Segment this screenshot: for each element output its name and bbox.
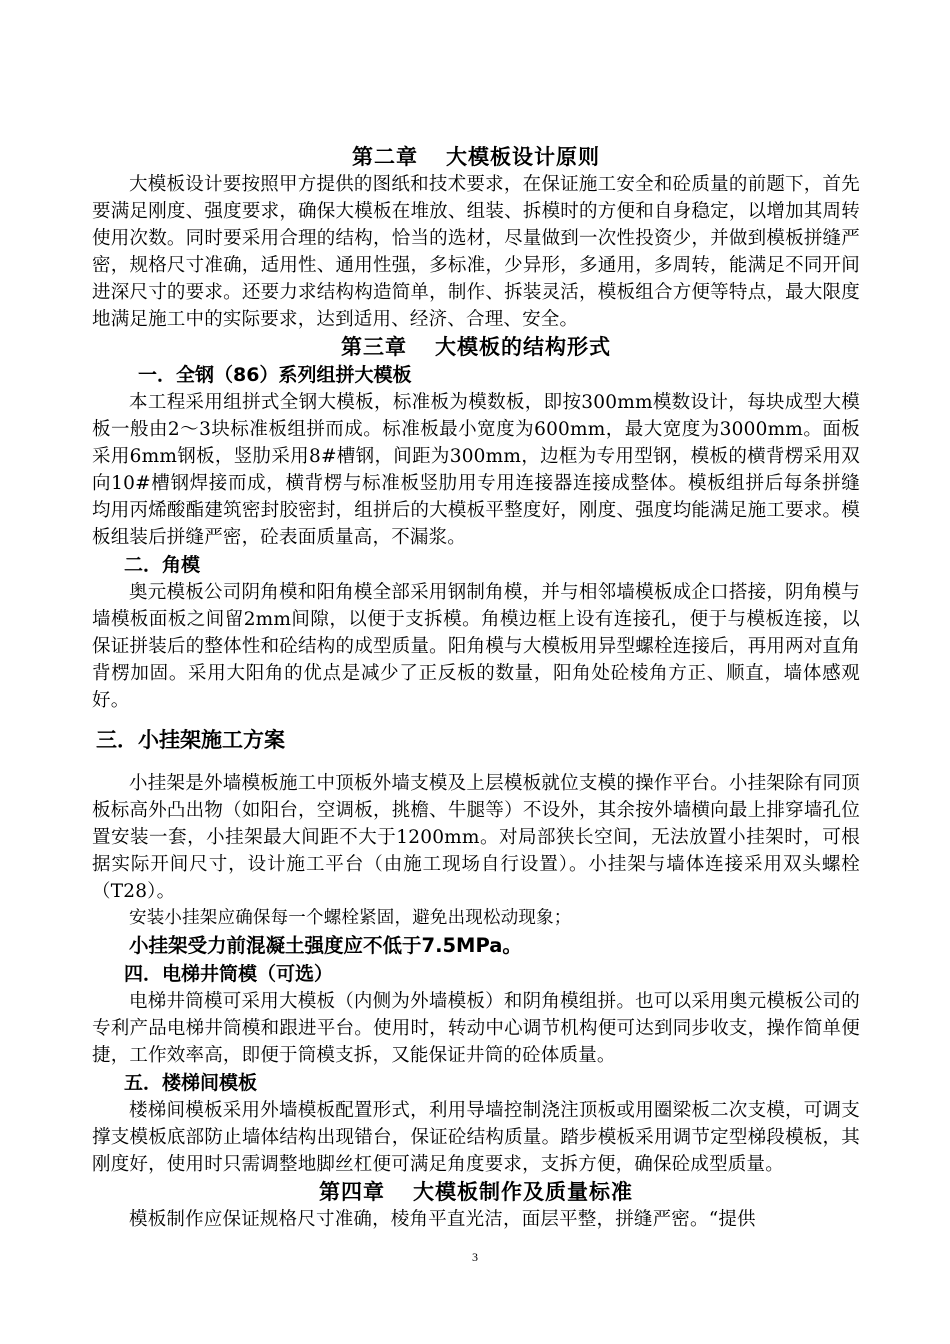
paragraph: 大模板设计要按照甲方提供的图纸和技术要求，在保证施工安全和砼质量的前题下，首先要满足刚度、强度要求，确保大模板在堆放、组装、拆模时的方便和自身稳定，以增加其周转使用次数。同时要采用合理的结构，恰当的选材，尽量做到一次性投资少，并做到模板拼缝严密，规格尺寸准确，适用性、通用性强，多标准，少异形，多通用，多周转，能满足不同开间进深尺寸的要求。还要力求结构构造简单，制作、拆装灵活，模板组合方便等特点，最大限度地满足施工中的实际要求，达到适用、经济、合理、安全。 <box>92 174 860 330</box>
section-heading: 二．角模 <box>124 554 201 576</box>
section-heading: 一．全钢（86）系列组拼大模板 <box>138 364 412 386</box>
paragraph: 小挂架是外墙模板施工中顶板外墙支模及上层模板就位支模的操作平台。小挂架除有同顶板标高外凸出物（如阳台，空调板，挑檐、牛腿等）不设外，其余按外墙横向最上排穿墙孔位置安装一套，小挂架最大间距不大于1200mm。对局部狭长空间，无法放置小挂架时，可根据实际开间尺寸，设计施工平台（由施工现场自行设置）。小挂架与墙体连接采用双头螺栓（T28）。 <box>92 773 860 902</box>
emphasis-line: 小挂架受力前混凝土强度应不低于7.5MPa。 <box>129 934 522 957</box>
paragraph: 本工程采用组拼式全钢大模板，标准板为模数板，即按300mm模数设计，每块成型大模板一般由2～3块标准板组拼而成。标准板最小宽度为600mm，最大宽度为3000mm。面板采用6mm钢板，竖肋采用8#槽钢，间距为300mm，边框为专用型钢，模板的横背楞采用双向10#槽钢焊接而成，横背楞与标准板竖肋用专用连接器连接成整体。模板组拼后每条拼缝均用丙烯酸酯建筑密封胶密封，组拼后的大模板平整度好，刚度、强度均能满足施工要求。模板组装后拼缝严密，砼表面质量高，不漏浆。 <box>92 392 860 548</box>
chapter-heading-3 <box>92 333 860 361</box>
chapter-heading-2 <box>92 143 860 171</box>
chapter-title: 大模板设计原则 <box>446 145 600 169</box>
page-number: 3 <box>472 1250 478 1264</box>
section-heading: 三．小挂架施工方案 <box>96 728 285 752</box>
chapter-number: 第四章 <box>319 1180 385 1204</box>
chapter-heading-4 <box>92 1178 860 1206</box>
paragraph: 电梯井筒模可采用大模板（内侧为外墙模板）和阴角模组拼。也可以采用奥元模板公司的专利产品电梯井筒模和跟进平台。使用时，转动中心调节机构便可达到同步收支，操作简单便捷，工作效率高，即便于筒模支拆，又能保证井筒的砼体质量。 <box>92 991 860 1066</box>
paragraph: 楼梯间模板采用外墙模板配置形式，利用导墙控制浇注顶板或用圈梁板二次支模，可调支撑支模板底部防止墙体结构出现错台，保证砼结构质量。踏步模板采用调节定型梯段模板，其刚度好，使用时只需调整地脚丝杠便可满足角度要求，支拆方便，确保砼成型质量。 <box>92 1100 860 1175</box>
section-heading: 五．楼梯间模板 <box>124 1072 258 1094</box>
chapter-number: 第三章 <box>341 335 407 359</box>
section-heading: 四．电梯井筒模（可选） <box>124 963 334 985</box>
paragraph: 安装小挂架应确保每一个螺栓紧固，避免出现松动现象； <box>129 908 572 928</box>
chapter-title: 大模板制作及质量标准 <box>413 1180 633 1204</box>
page-content <box>92 143 860 1233</box>
paragraph: 奥元模板公司阴角模和阳角模全部采用钢制角模，并与相邻墙模板成企口搭接，阴角模与墙模板面板之间留2mm间隙，以便于支拆模。角模边框上设有连接孔，便于与模板连接，以保证拼装后的整体性和砼结构的成型质量。阳角模与大模板用异型螺栓连接后，再用两对直角背楞加固。采用大阳角的优点是减少了正反板的数量，阳角处砼棱角方正、顺直，墙体感观好。 <box>92 582 860 711</box>
chapter-title: 大模板的结构形式 <box>435 335 611 359</box>
paragraph: 模板制作应保证规格尺寸准确，棱角平直光洁，面层平整，拼缝严密。“提供 <box>129 1209 756 1230</box>
chapter-number: 第二章 <box>352 145 418 169</box>
